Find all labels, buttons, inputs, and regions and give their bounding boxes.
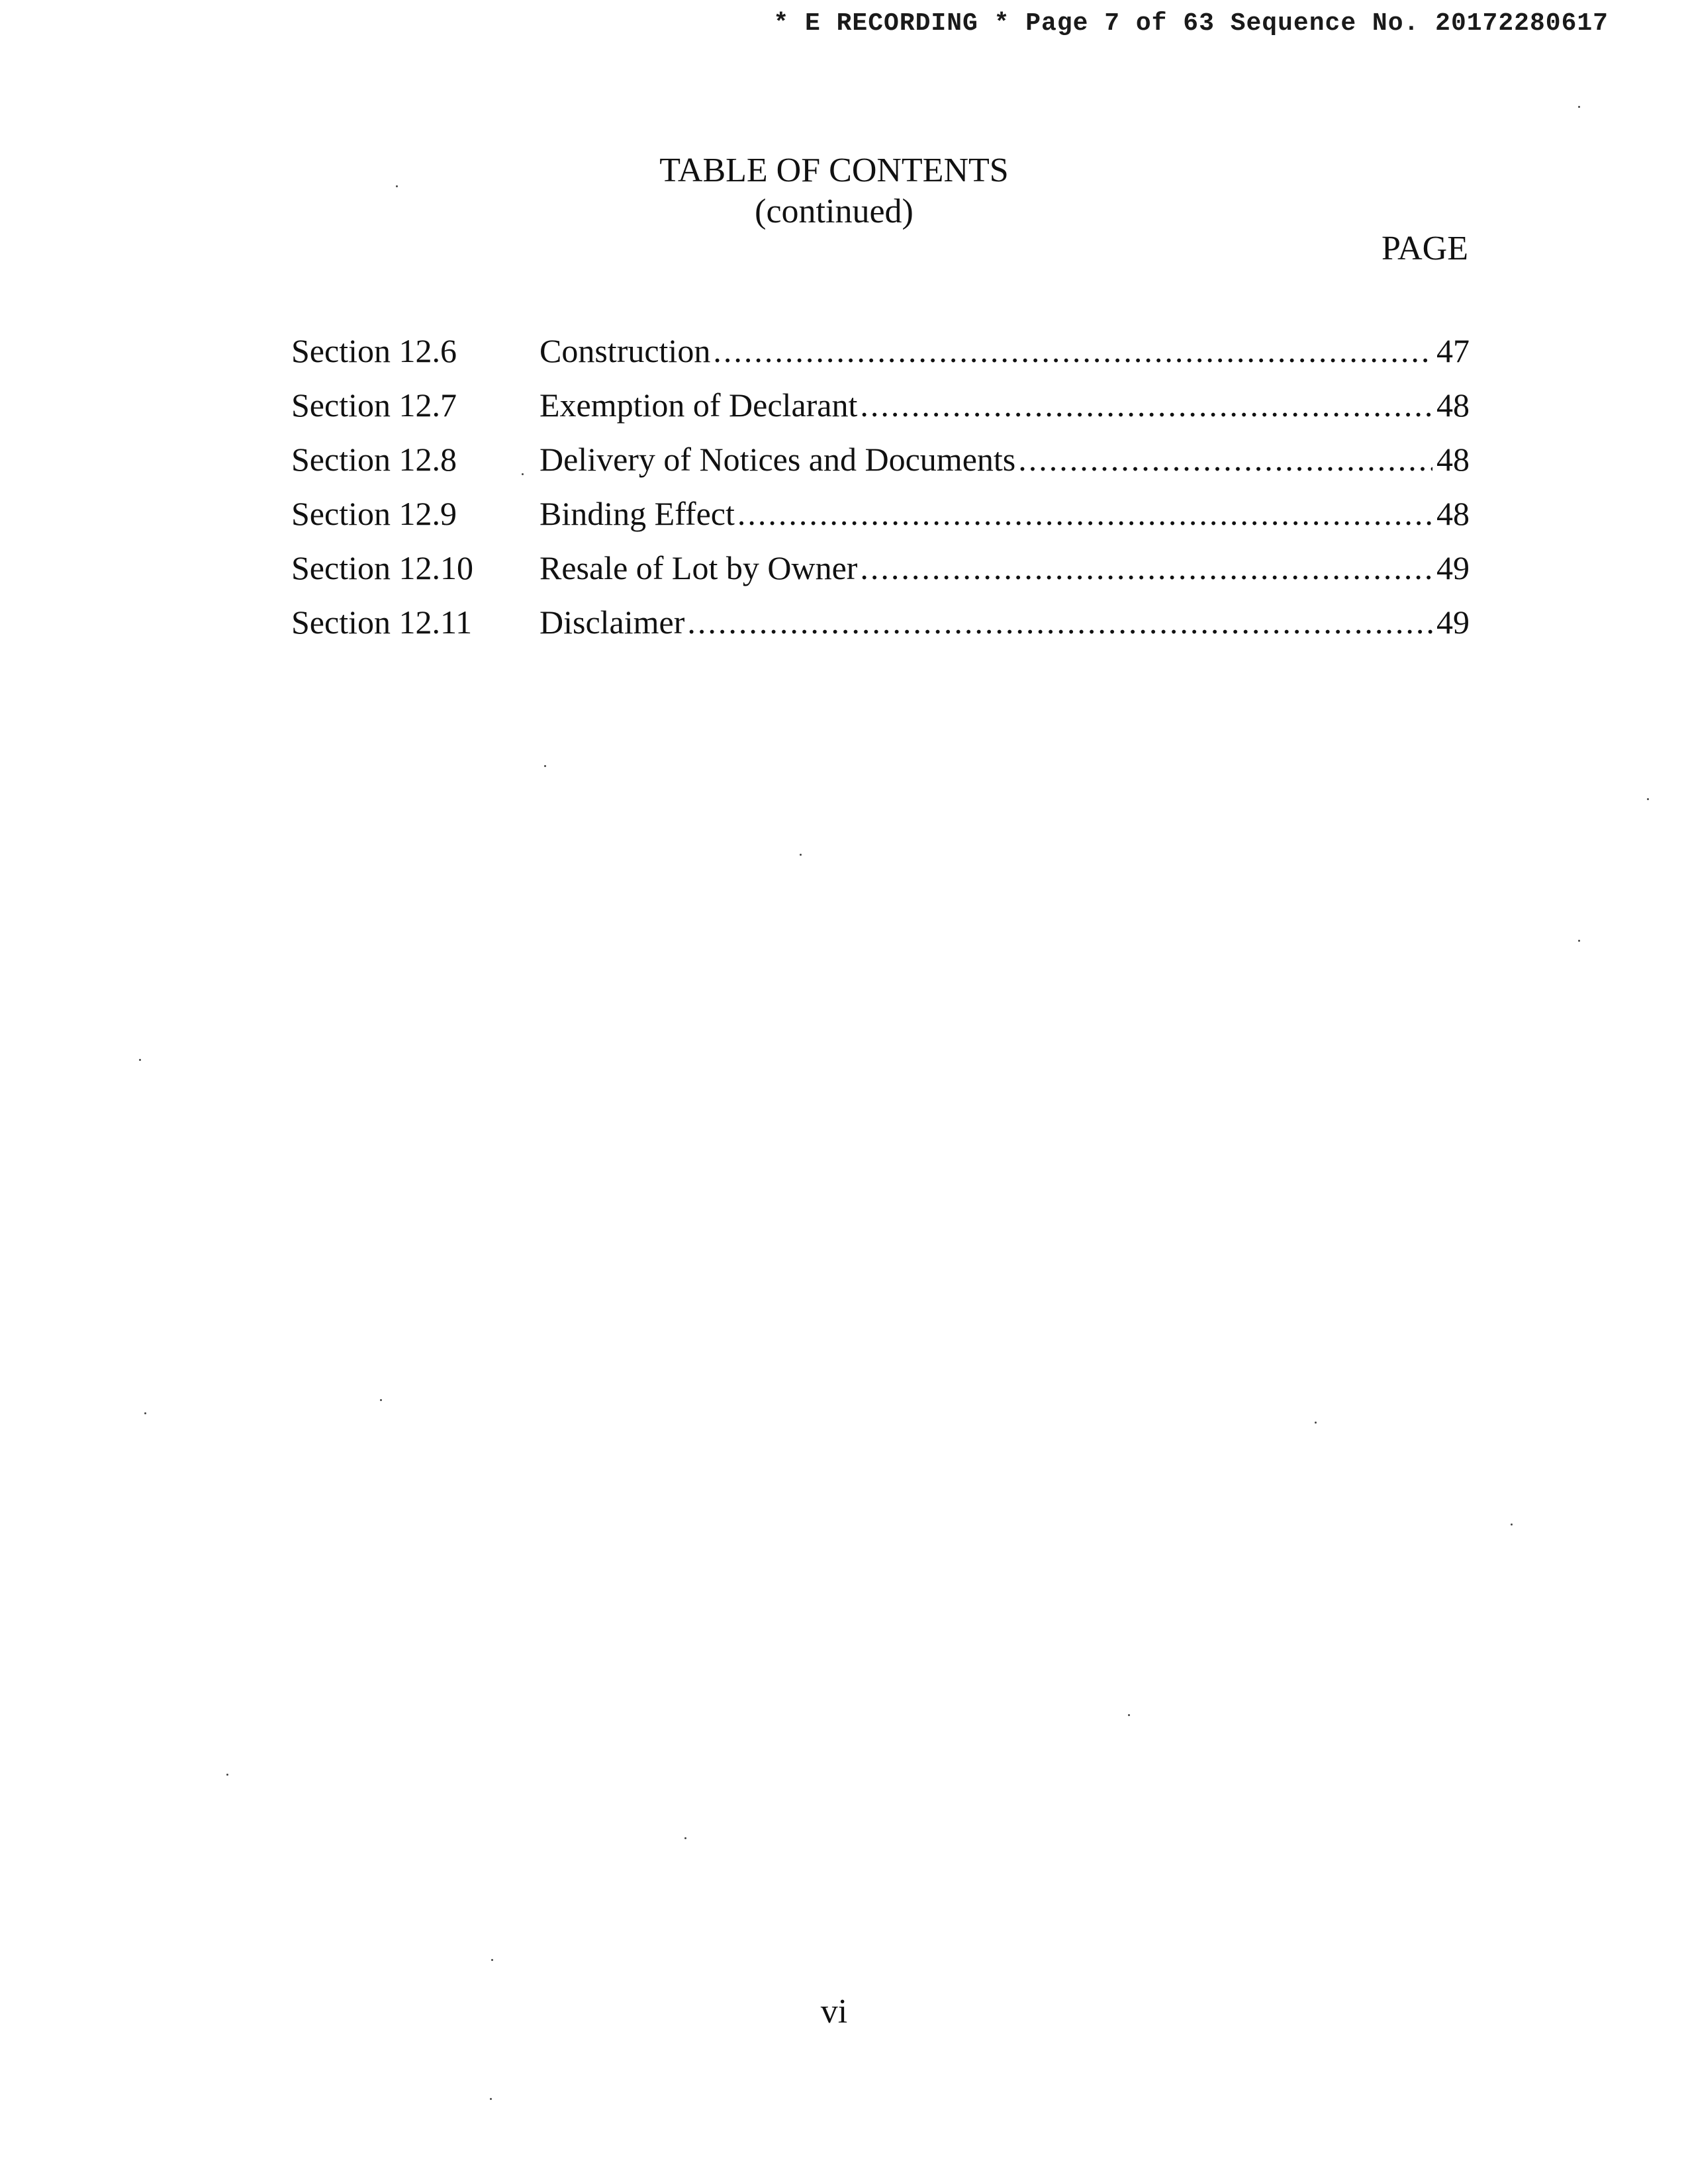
- toc-entry: [539, 602, 1470, 642]
- toc-heading: Binding Effect: [539, 495, 735, 532]
- scan-speck: [800, 854, 802, 856]
- toc-heading: Disclaimer: [539, 604, 685, 641]
- scan-speck: [522, 473, 524, 475]
- page-column-header: PAGE: [1381, 230, 1468, 267]
- scan-speck: [396, 185, 398, 187]
- toc-row: [291, 439, 1470, 494]
- toc-row: [291, 548, 1470, 602]
- toc-row: [291, 385, 1470, 439]
- toc-section-number: Section 12.8: [291, 441, 457, 478]
- toc-section-number: Section 12.6: [291, 332, 457, 369]
- dot-leader: [713, 331, 1432, 371]
- dot-leader: [737, 494, 1432, 533]
- scan-speck: [1647, 798, 1649, 800]
- scan-speck: [1128, 1714, 1130, 1716]
- toc-entry: [539, 548, 1470, 588]
- dot-leader: [687, 602, 1432, 642]
- scan-speck: [226, 1774, 228, 1776]
- scan-speck: [1511, 1524, 1513, 1525]
- toc-heading: Resale of Lot by Owner: [539, 549, 858, 586]
- toc-list: [291, 331, 1470, 657]
- toc-page-number: 49: [1436, 604, 1470, 641]
- scan-speck: [491, 1959, 493, 1961]
- toc-title: TABLE OF CONTENTS: [659, 152, 1009, 189]
- toc-entry: [539, 331, 1470, 371]
- scan-speck: [144, 1412, 146, 1414]
- toc-page-number: 47: [1436, 332, 1470, 369]
- dot-leader: [860, 548, 1432, 588]
- toc-entry: [539, 385, 1470, 425]
- scan-speck: [544, 765, 546, 767]
- scan-speck: [380, 1399, 382, 1401]
- toc-page-number: 48: [1436, 441, 1470, 478]
- toc-section-number: Section 12.10: [291, 549, 473, 586]
- scan-speck: [684, 1837, 686, 1839]
- dot-leader: [860, 385, 1432, 425]
- toc-subtitle: (continued): [755, 193, 914, 230]
- scan-speck: [490, 2098, 492, 2100]
- toc-heading: Delivery of Notices and Documents: [539, 441, 1016, 478]
- toc-section-number: Section 12.9: [291, 495, 457, 532]
- toc-heading: Exemption of Declarant: [539, 387, 858, 424]
- scan-speck: [1578, 940, 1580, 942]
- scan-speck: [139, 1059, 141, 1061]
- toc-section-number: Section 12.11: [291, 604, 473, 641]
- toc-heading: Construction: [539, 332, 711, 369]
- scan-speck: [1578, 106, 1580, 108]
- footer-page-number: vi: [820, 1993, 848, 2030]
- toc-row: [291, 494, 1470, 548]
- recording-header: * E RECORDING * Page 7 of 63 Sequence No. 20172280617: [773, 9, 1609, 38]
- toc-page-number: 48: [1436, 387, 1470, 424]
- scan-speck: [1315, 1422, 1317, 1424]
- toc-section-number: Section 12.7: [291, 387, 457, 424]
- toc-row: [291, 331, 1470, 385]
- toc-entry: [539, 439, 1470, 479]
- toc-row: [291, 602, 1470, 657]
- toc-entry: [539, 494, 1470, 533]
- toc-page-number: 49: [1436, 549, 1470, 586]
- dot-leader: [1018, 439, 1432, 479]
- toc-page-number: 48: [1436, 495, 1470, 532]
